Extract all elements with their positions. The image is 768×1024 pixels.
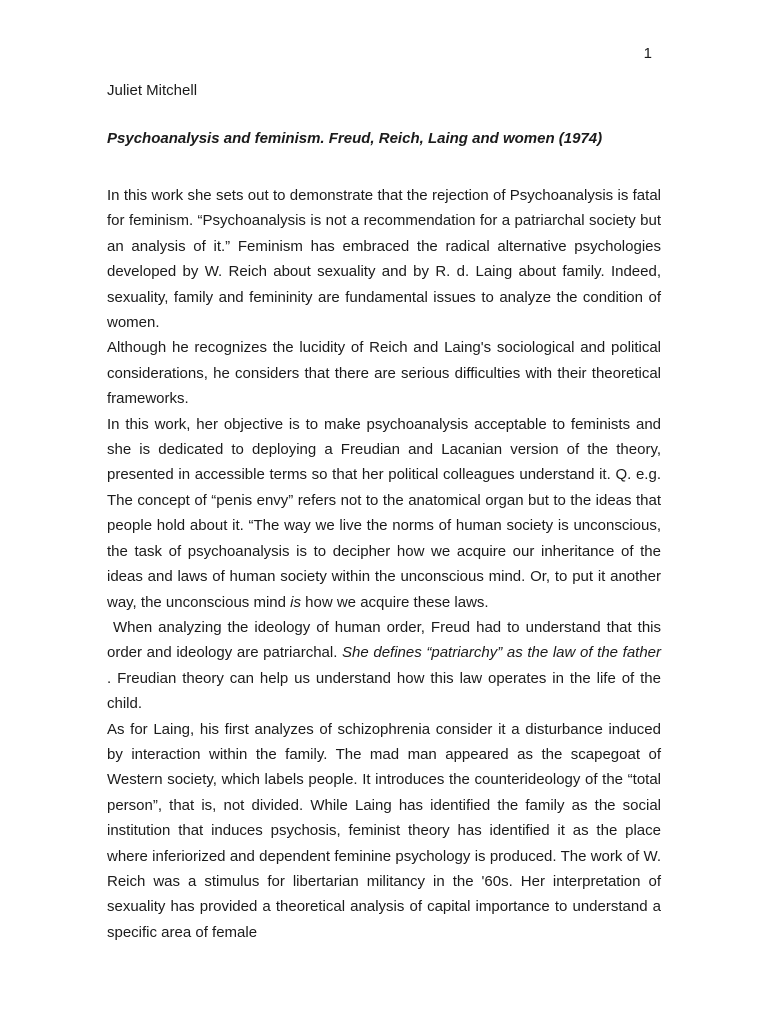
text-run: Although he recognizes the lucidity of Reich and Laing's sociological and political considerations, he considers that there are serious difficulties with their theoretical frameworks. xyxy=(107,339,661,408)
page-content xyxy=(107,0,661,945)
text-run: how we acquire these laws. xyxy=(301,593,489,611)
document-title: Psychoanalysis and feminism. Freud, Reich, Laing and women (1974) xyxy=(107,130,603,147)
italic-text-run: She defines “patriarchy” as the law of the father xyxy=(342,644,662,662)
page-number: 1 xyxy=(643,45,652,62)
text-run: . Freudian theory can help us understand how this law operates in the life of the child. xyxy=(107,669,661,713)
italic-text-run: is xyxy=(290,593,301,611)
text-run: In this work, her objective is to make psychoanalysis acceptable to feminists and she is dedicated to deploying a Freudian and Lacanian version of the theory, presented in accessible terms so that her political colleagues understand it. Q. e.g. The concept of “penis envy” refers not to the anatomical organ but to the ideas that people hold about it. “The way we live the norms of human society is unconscious, the task of psychoanalysis is to decipher how we acquire our inheritance of the ideas and laws of human society within the unconscious mind. Or, to put it another way, the unconscious mind xyxy=(107,415,661,611)
author-name: Juliet Mitchell xyxy=(107,82,198,99)
text-run: When analyzing the ideology of human order, Freud had to understand that this order and ideology are patriarchal. xyxy=(107,618,661,662)
paragraph-1 xyxy=(107,183,661,335)
paragraph-2 xyxy=(107,335,661,411)
paragraph-4 xyxy=(107,615,661,717)
paragraph-5 xyxy=(107,717,661,946)
text-run: As for Laing, his first analyzes of schizophrenia consider it a disturbance induced by interaction within the family. The mad man appeared as the scapegoat of Western society, which labels people. It introduces the counterideology of the “total person”, that is, not divided. While Laing has identified the family as the social institution that induces psychosis, feminist theory has identified it as the place where inferiorized and dependent feminine psychology is produced. The work of W. Reich was a stimulus for libertarian militancy in the '60s. Her interpretation of sexuality has provided a theoretical analysis of capital importance to understand a specific area of female xyxy=(107,720,661,941)
text-run: In this work she sets out to demonstrate that the rejection of Psychoanalysis is fatal for feminism. “Psychoanalysis is not a recommendation for a patriarchal society but an analysis of it.” Feminism has embraced the radical alternative psychologies developed by W. Reich about sexuality and by R. d. Laing about family. Indeed, sexuality, family and femininity are fundamental issues to analyze the condition of women. xyxy=(107,187,661,332)
body-text xyxy=(107,183,661,945)
paragraph-3 xyxy=(107,412,661,615)
